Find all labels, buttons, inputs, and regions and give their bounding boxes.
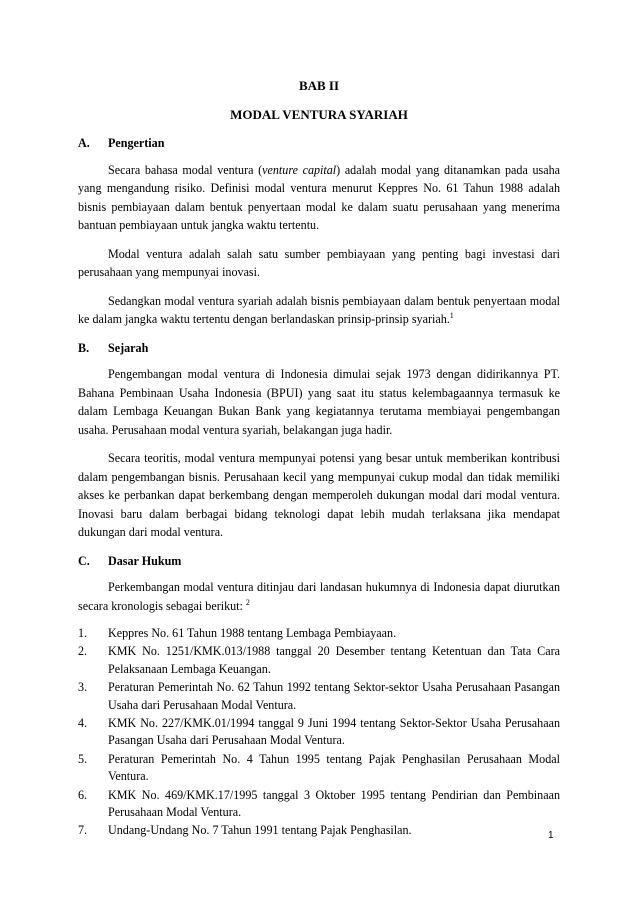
section-heading-sejarah [78, 339, 560, 358]
list-item: 6. KMK No. 469/KMK.17/1995 tanggal 3 Oktober 1995 tentang Pendirian dan Pembinaan Perusahaan Modal Ventura. [78, 787, 560, 820]
section-title: Pengertian [108, 136, 165, 150]
paragraph: Secara teoritis, modal ventura mempunyai potensi yang besar untuk memberikan kontribusi dalam pengembangan bisnis. Perusahaan kecil yang mempunyai cukup modal dan tidak memiliki akses ke perbankan dapat berkembang dengan memperoleh dukungan modal dari modal ventura. Inovasi baru dalam berbagai bidang teknologi dapat lebih mudah terlaksana jika mendapat dukungan dari modal ventura. [78, 451, 560, 539]
italic-term: venture capital [262, 162, 337, 177]
list-item: 1. Keppres No. 61 Tahun 1988 tentang Lembaga Pembiayaan. [78, 626, 397, 640]
chapter-title: MODAL VENTURA SYARIAH [230, 106, 408, 122]
page-number: 1 [548, 830, 554, 841]
list-item: 2. KMK No. 1251/KMK.013/1988 tanggal 20 Desember tentang Ketentuan dan Tata Cara Pelaksanaan Lembaga Keuangan. [78, 644, 560, 676]
paragraph: Perkembangan modal ventura ditinjau dari landasan hukumnya di Indonesia dapat diurutkan secara kronologis sebagai berikut: $^2$ [78, 580, 560, 613]
list-item: 4. KMK No. 227/KMK.01/1994 tanggal 9 Juni 1994 tentang Sektor-Sektor Usaha Perusahaan Pasangan Usaha dari Perusahaan Modal Ventura. [78, 716, 560, 748]
section-heading-dasar-hukum [78, 552, 560, 571]
list-item: 5. Peraturan Pemerintah No. 4 Tahun 1995 tentang Pajak Penghasilan Perusahaan Modal Ventura. [78, 751, 560, 784]
section-letter: C. [78, 553, 90, 568]
paragraph: Sedangkan modal ventura syariah adalah bisnis pembiayaan dalam bentuk penyertaan modal ke dalam jangka waktu tertentu dengan berlandaskan prinsip-prinsip syariah.$^1$ [78, 293, 560, 326]
section-heading-pengertian [78, 134, 560, 153]
list-item: 7. Undang-Undang No. 7 Tahun 1991 tentang Pajak Penghasilan. [78, 823, 412, 838]
paragraph: Modal ventura adalah salah satu sumber pembiayaan yang penting bagi investasi dari perusahaan yang mempunyai inovasi. [78, 246, 560, 279]
list-item: 3. Peraturan Pemerintah No. 62 Tahun 1992 tentang Sektor-sektor Usaha Perusahaan Pasangan Usaha dari Perusahaan Modal Ventura. [78, 680, 560, 712]
section-letter: B. [78, 340, 90, 355]
paragraph: Secara bahasa modal ventura (venture capital) adalah modal yang ditanamkan pada usaha yang mengandung risiko. Definisi modal ventura menurut Keppres No. 61 Tahun 1988 adalah bisnis pembiayaan dalam bentuk penyertaan modal ke dalam suatu perusahaan yang menerima bantuan pembiayaan untuk jangka waktu tertentu. [78, 162, 560, 232]
section-title: Dasar Hukum [108, 553, 182, 568]
page-content [78, 77, 560, 841]
section-letter: A. [78, 136, 90, 150]
footnote-marker[interactable]: 1 [449, 311, 454, 320]
section-title: Sejarah [108, 340, 149, 355]
paragraph: Pengembangan modal ventura di Indonesia dimulai sejak 1973 dengan didirikannya PT. Bahana Pembinaan Usaha Indonesia (BPUI) yang saat itu status kelembagaannya termasuk ke dalam Lembaga Keuangan Bukan Bank yang kegiatannya terutama membiayai pengembangan usaha. Perusahaan modal ventura syariah, belakangan juga hadir. [78, 367, 560, 437]
chapter-number: BAB II [298, 78, 340, 93]
legal-basis-list [78, 625, 560, 840]
footnote-marker[interactable]: 2 [245, 597, 250, 607]
